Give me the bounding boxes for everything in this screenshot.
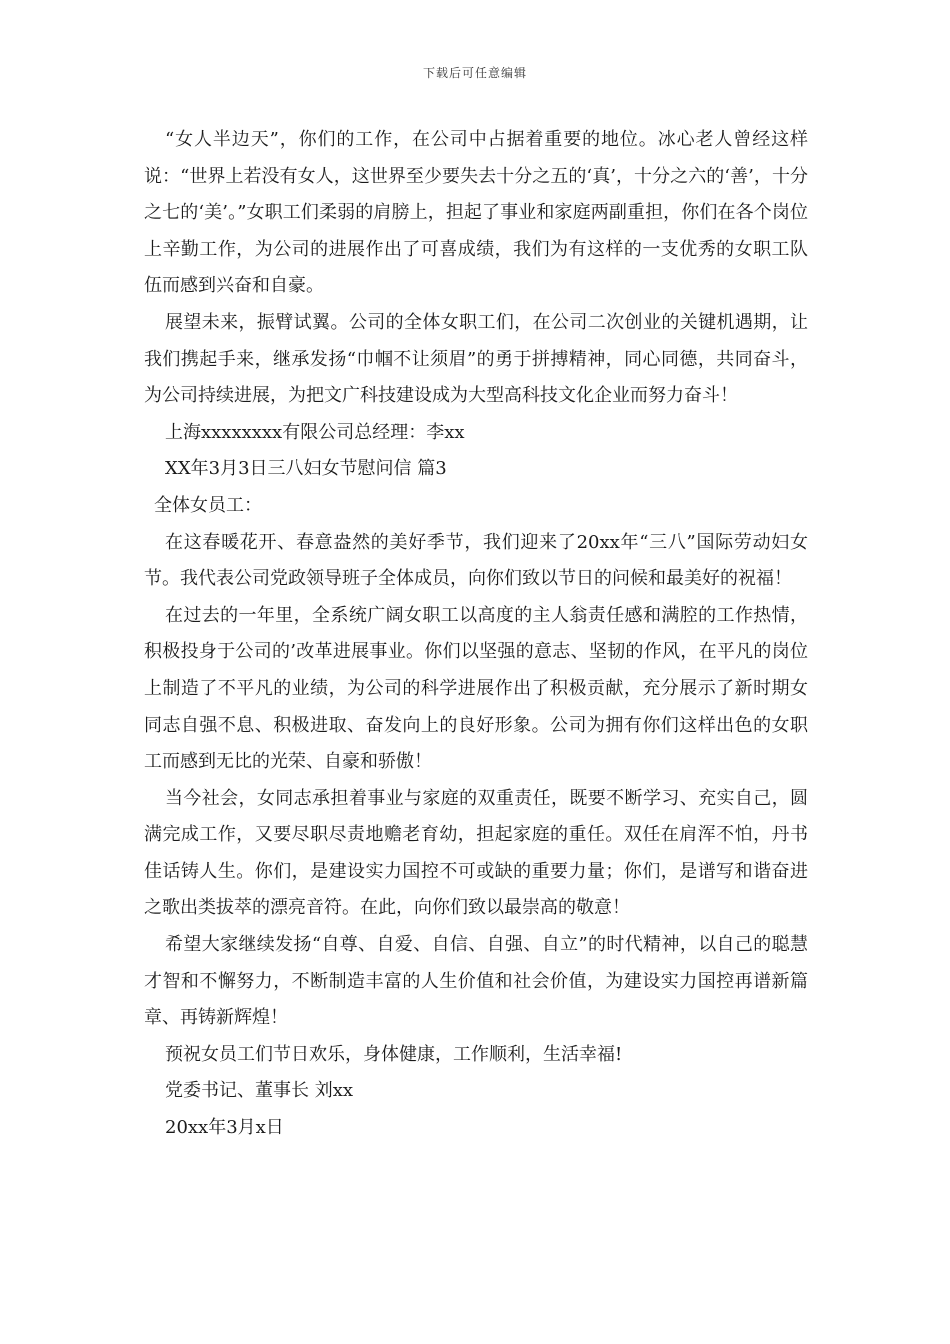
paragraph: 希望大家继续发扬“自尊、自爱、自信、自强、自立”的时代精神，以自己的聪慧才智和不懈努力，不断制造丰富的人生价值和社会价值，为建设实力国控再谱新篇章、再铸新辉煌！: [144, 934, 808, 1029]
paragraph: 在这春暖花开、春意盎然的美好季节，我们迎来了20xx年“三八”国际劳动妇女节。我代表公司党政领导班子全体成员，向你们致以节日的问候和最美好的祝福！: [144, 531, 808, 590]
signature: 党委书记、董事长 刘xx: [165, 1080, 354, 1102]
letter-body: [144, 122, 808, 1147]
closing-wish: 预祝女员工们节日欢乐，身体健康，工作顺利，生活幸福!: [165, 1043, 623, 1065]
letter-title: XX年3月3日三八妇女节慰问信 篇3: [165, 458, 447, 480]
page-header: 下载后可任意编辑: [422, 66, 527, 80]
paragraph: “女人半边天”，你们的工作，在公司中占据着重要的地位。冰心老人曾经这样说：“世界上若没有女人，这世界至少要失去十分之五的‘真’，十分之六的‘善’，十分之七的‘美’。”女职工们柔弱的肩膀上，担起了事业和家庭两副重担，你们在各个岗位上辛勤工作，为公司的进展作出了可喜成绩，我们为有这样的一支优秀的女职工队伍而感到兴奋和自豪。: [144, 129, 808, 297]
paragraph: 在过去的一年里，全系统广阔女职工以高度的主人翁责任感和满腔的工作热情，积极投身于公司的’改革进展事业。你们以坚强的意志、坚韧的作风，在平凡的岗位上制造了不平凡的业绩，为公司的科学进展作出了积极贡献，充分展示了新时期女同志自强不息、积极进取、奋发向上的良好形象。公司为拥有你们这样出色的女职工而感到无比的光荣、自豪和骄傲！: [144, 604, 808, 773]
paragraph: 展望未来，振臂试翼。公司的全体女职工们，在公司二次创业的关键机遇期，让我们携起手来，继承发扬“巾帼不让须眉”的勇于拼搏精神，同心同德，共同奋斗，为公司持续进展，为把文广科技建设成为大型高科技文化企业而努力奋斗！: [144, 311, 808, 407]
company-signature: 上海xxxxxxxx有限公司总经理：李xx: [165, 421, 465, 443]
date: 20xx年3月x日: [165, 1117, 284, 1139]
paragraph: 当今社会，女同志承担着事业与家庭的双重责任，既要不断学习、充实自己，圆满完成工作，又要尽职尽责地赡老育幼，担起家庭的重任。双任在肩浑不怕，丹书佳话铸人生。你们，是建设实力国控不可或缺的重要力量；你们，是谱写和谐奋进之歌出类拔萃的漂亮音符。在此，向你们致以最崇高的敬意！: [144, 787, 808, 919]
salutation: 全体女员工：: [154, 494, 262, 516]
